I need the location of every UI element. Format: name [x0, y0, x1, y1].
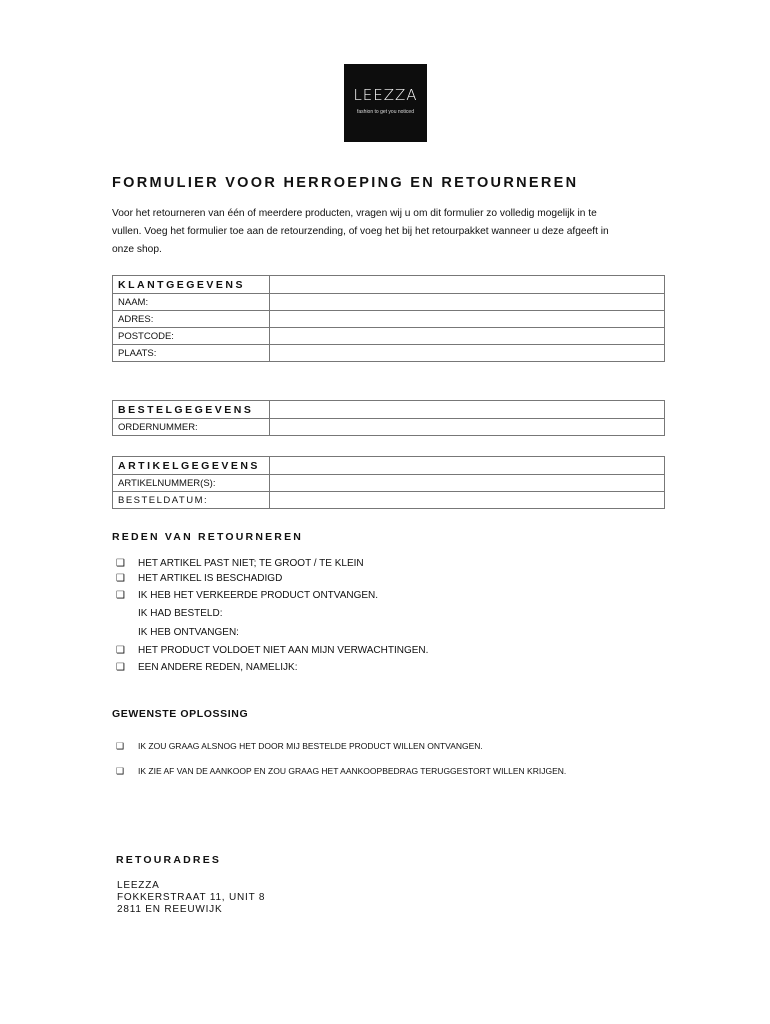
- intro-line: Voor het retourneren van één of meerdere producten, vragen wij u om dit formulier zo volledig mogelijk in te: [112, 208, 597, 219]
- artikelnummers-field[interactable]: [270, 475, 665, 492]
- field-label-postcode: POSTCODE:: [113, 328, 270, 345]
- reden-option[interactable]: [116, 662, 297, 673]
- header-blank-cell: [270, 401, 665, 419]
- checkbox-icon[interactable]: ❑: [116, 662, 125, 673]
- address-line: 2811 EN REEUWIJK: [117, 904, 223, 915]
- reden-sub-label: IK HAD BESTELD:: [138, 608, 223, 619]
- reden-option-label: EEN ANDERE REDEN, NAMELIJK:: [138, 662, 298, 673]
- oplossing-option[interactable]: [116, 741, 596, 752]
- header-blank-cell: [270, 276, 665, 294]
- reden-option-label: IK HEB HET VERKEERDE PRODUCT ONTVANGEN.: [138, 590, 379, 601]
- klantgegevens-header: KLANTGEGEVENS: [113, 276, 270, 294]
- intro-line: vullen. Voeg het formulier toe aan de retourzending, of voeg het bij het retourpakket wanneer u deze afgeeft in: [112, 226, 609, 237]
- logo: [344, 64, 427, 142]
- intro-line: onze shop.: [112, 244, 162, 255]
- retouradres-block: [117, 880, 265, 916]
- intro-text: [112, 205, 672, 259]
- field-label-besteldatum: BESTELDATUM:: [113, 492, 270, 509]
- checkbox-icon[interactable]: ❑: [116, 645, 125, 656]
- ordernummer-field[interactable]: [270, 419, 665, 436]
- reden-option-label: HET ARTIKEL PAST NIET; TE GROOT / TE KLEIN: [138, 558, 364, 569]
- klantgegevens-table: [112, 275, 665, 362]
- field-label-artikelnummers: ARTIKELNUMMER(S):: [113, 475, 270, 492]
- header-blank-cell: [270, 457, 665, 475]
- bestelgegevens-header: BESTELGEGEVENS: [113, 401, 270, 419]
- naam-field[interactable]: [270, 294, 665, 311]
- adres-field[interactable]: [270, 311, 665, 328]
- oplossing-option[interactable]: [116, 766, 596, 777]
- besteldatum-field[interactable]: [270, 492, 665, 509]
- oplossing-title: GEWENSTE OPLOSSING: [112, 708, 249, 720]
- logo-tagline: fashion to get you noticed: [357, 109, 414, 115]
- address-line: LEEZZA: [117, 880, 160, 891]
- checkbox-icon[interactable]: ❑: [116, 590, 125, 601]
- field-label-naam: NAAM:: [113, 294, 270, 311]
- reden-option[interactable]: [116, 590, 378, 601]
- reden-option-label: HET ARTIKEL IS BESCHADIGD: [138, 573, 283, 584]
- reden-title: REDEN VAN RETOURNEREN: [112, 531, 304, 543]
- checkbox-icon[interactable]: ❑: [116, 558, 125, 569]
- checkbox-icon[interactable]: ❑: [116, 573, 125, 584]
- reden-sub-label: IK HEB ONTVANGEN:: [138, 627, 239, 638]
- checkbox-icon[interactable]: ❑: [116, 741, 125, 751]
- postcode-field[interactable]: [270, 328, 665, 345]
- oplossing-option-label: IK ZOU GRAAG ALSNOG HET DOOR MIJ BESTELDE PRODUCT WILLEN ONTVANGEN.: [138, 741, 483, 751]
- oplossing-option-label: IK ZIE AF VAN DE AANKOOP EN ZOU GRAAG HET AANKOOPBEDRAG TERUGGESTORT WILLEN KRIJGEN.: [138, 766, 567, 776]
- logo-name: LEEZZA: [353, 86, 418, 104]
- reden-option[interactable]: [116, 558, 364, 569]
- plaats-field[interactable]: [270, 345, 665, 362]
- checkbox-icon[interactable]: ❑: [116, 766, 125, 776]
- field-label-adres: ADRES:: [113, 311, 270, 328]
- field-label-ordernummer: ORDERNUMMER:: [113, 419, 270, 436]
- bestelgegevens-table: [112, 400, 665, 436]
- page-title: FORMULIER VOOR HERROEPING EN RETOURNEREN: [112, 175, 579, 191]
- retouradres-title: RETOURADRES: [116, 854, 222, 866]
- address-line: FOKKERSTRAAT 11, UNIT 8: [117, 892, 266, 903]
- reden-option[interactable]: [116, 645, 428, 656]
- artikelgegevens-table: [112, 456, 665, 509]
- field-label-plaats: PLAATS:: [113, 345, 270, 362]
- reden-option-label: HET PRODUCT VOLDOET NIET AAN MIJN VERWACHTINGEN.: [138, 645, 429, 656]
- reden-option[interactable]: [116, 573, 282, 584]
- artikelgegevens-header: ARTIKELGEGEVENS: [113, 457, 270, 475]
